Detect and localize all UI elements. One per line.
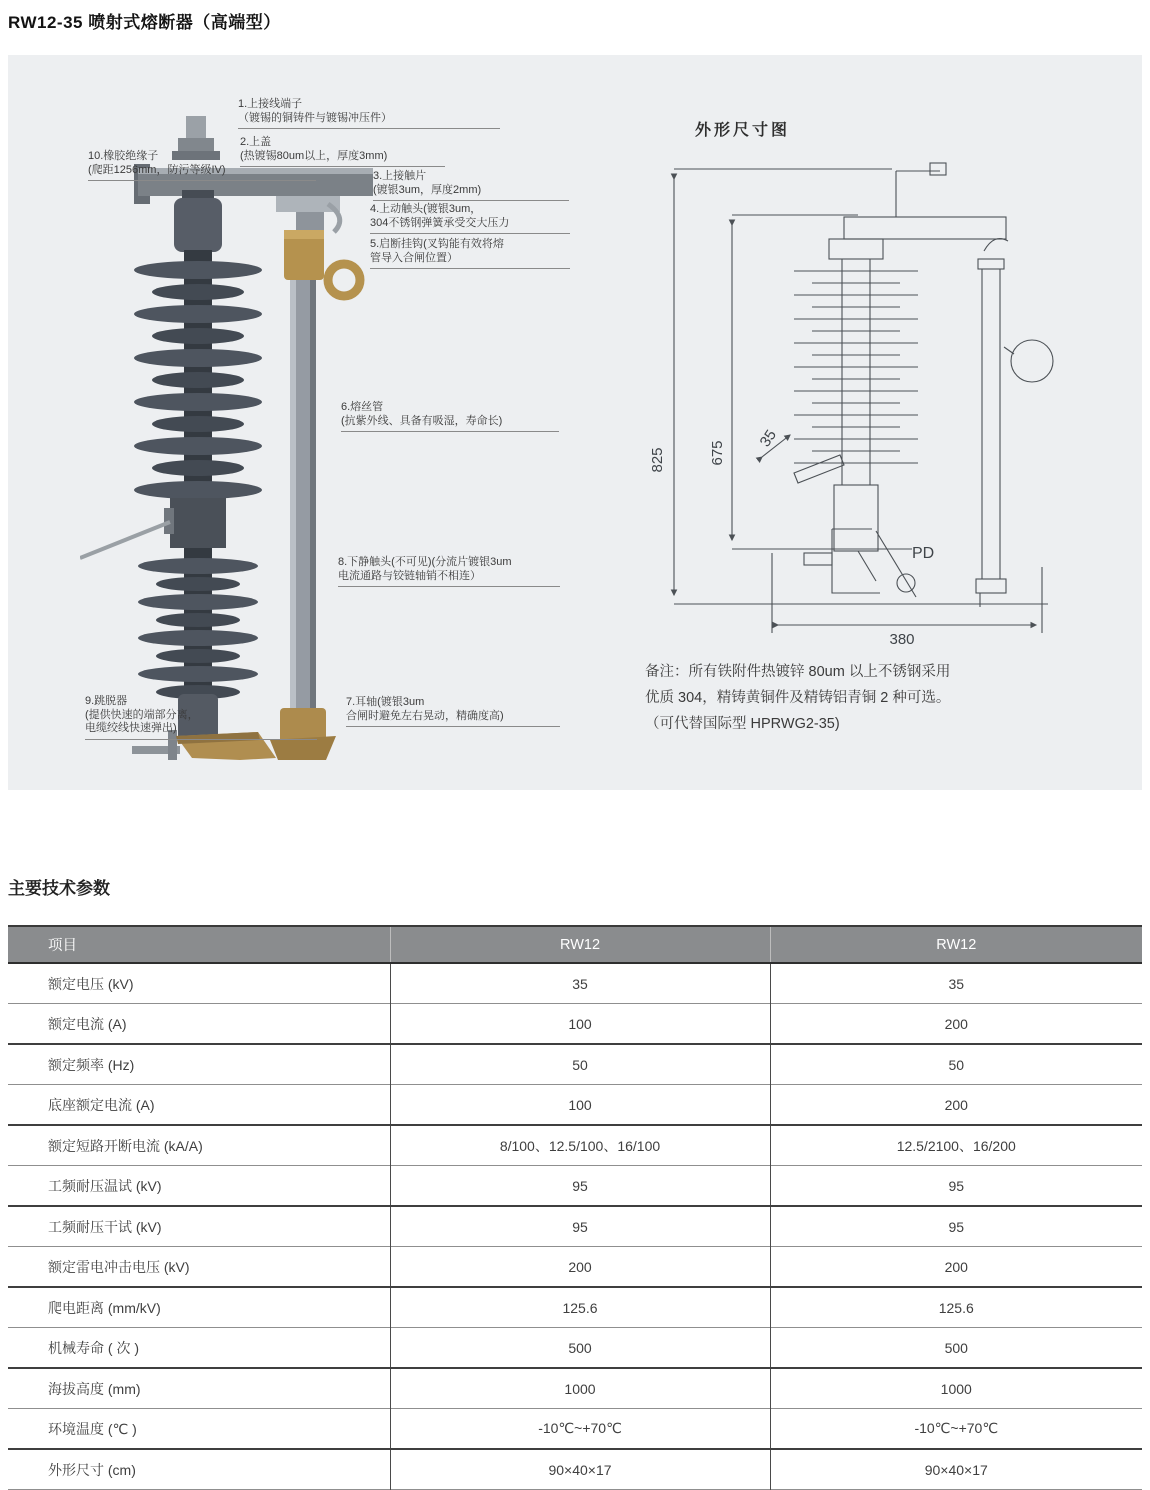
callout-text: 电流通路与铰链轴销不相连） <box>338 569 481 582</box>
callout-text: 合闸时避免左右晃动，精确度高) <box>346 709 504 722</box>
spec-value-cell: 1000 <box>770 1368 1142 1409</box>
callout-text: 管导入合闸位置） <box>370 251 458 264</box>
spec-value-cell: 50 <box>770 1044 1142 1085</box>
spec-item-cell: 额定雷电冲击电压 (kV) <box>48 1258 190 1275</box>
table-header-rw12-a: RW12 <box>390 926 770 963</box>
spec-value-cell: 50 <box>390 1044 770 1085</box>
spec-value-cell: 90×40×17 <box>390 1449 770 1490</box>
callout-text: (抗紫外线、具备有吸湿，寿命长) <box>341 414 503 427</box>
callout-text: 电缆绞线快速弹出) <box>85 722 177 734</box>
callout-text: 9.跳脱器 <box>85 695 128 707</box>
callout-leader-line <box>238 125 500 129</box>
callout-text: 1.上接线端子 <box>238 98 303 110</box>
figure-note <box>645 659 950 737</box>
dimension-drawing-title: 外形尺寸图 <box>695 122 791 139</box>
spec-value-cell: -10℃~+70℃ <box>390 1409 770 1450</box>
callout-text: (爬距1256mm，防污等级IV) <box>88 163 226 176</box>
spec-row <box>8 1125 1142 1166</box>
spec-value-cell: 125.6 <box>770 1287 1142 1328</box>
spec-value-cell: 100 <box>390 1004 770 1045</box>
spec-value-cell: 35 <box>390 963 770 1004</box>
drawing-outline <box>674 163 1053 633</box>
spec-value-cell: 500 <box>390 1328 770 1369</box>
spec-value-cell: 200 <box>770 1247 1142 1288</box>
dim-380-label: 380 <box>889 631 915 648</box>
spec-row <box>8 1409 1142 1450</box>
dim-35-label: 35 <box>756 426 780 451</box>
spec-item-cell: 额定频率 (Hz) <box>48 1056 135 1073</box>
spec-value-cell: -10℃~+70℃ <box>770 1409 1142 1450</box>
spec-value-cell: 95 <box>770 1206 1142 1247</box>
callout-leader-line <box>341 428 559 432</box>
spec-row <box>8 963 1142 1004</box>
spec-row <box>8 1287 1142 1328</box>
specs-table <box>8 925 1142 1490</box>
spec-item-cell: 工频耐压温试 (kV) <box>48 1177 162 1194</box>
callout-leader-line <box>370 230 570 234</box>
callout-text: 304不锈钢弹簧承受交大压力 <box>370 216 510 229</box>
spec-row <box>8 1368 1142 1409</box>
spec-item-cell: 爬电距离 (mm/kV) <box>48 1299 161 1316</box>
callout-text: 5.启断挂钩(叉钩能有效将熔 <box>370 238 504 250</box>
callout-text: （镀锡的铜铸件与镀锡冲压件） <box>238 111 392 124</box>
spec-value-cell: 200 <box>390 1247 770 1288</box>
dim-825-label: 825 <box>649 447 666 473</box>
drawing-dimension-labels <box>649 427 934 648</box>
callout-text: (提供快速的端部分离， <box>85 708 199 721</box>
fuse-tube-graphic <box>270 280 336 760</box>
callout-text: 10.橡胶绝缘子 <box>88 150 159 162</box>
spec-value-cell: 200 <box>770 1004 1142 1045</box>
insulator-graphic <box>80 190 262 742</box>
dimension-drawing <box>644 155 1064 660</box>
callout-text: (镀银3um，厚度2mm) <box>373 183 482 196</box>
callout-fuse-tube <box>341 401 559 432</box>
note-line: 优质 304，精铸黄铜件及精铸铝青铜 2 种可选。 <box>645 690 951 706</box>
pd-label: PD <box>912 545 935 562</box>
spec-row <box>8 1044 1142 1085</box>
spec-item-cell: 额定电压 (kV) <box>48 975 134 992</box>
callout-text: (热镀锡80um以上，厚度3mm) <box>240 149 388 162</box>
callout-leader-line <box>85 736 317 740</box>
spec-row <box>8 1085 1142 1126</box>
spec-value-cell: 95 <box>390 1166 770 1207</box>
callout-upper-terminal <box>238 98 500 129</box>
note-line: （可代替国际型 HPRWG2-35) <box>645 716 840 732</box>
spec-value-cell: 95 <box>390 1206 770 1247</box>
spec-item-cell: 工频耐压干试 (kV) <box>48 1218 162 1235</box>
spec-value-cell: 125.6 <box>390 1287 770 1328</box>
spec-value-cell: 500 <box>770 1328 1142 1369</box>
callout-leader-line <box>88 177 316 181</box>
callout-leader-line <box>370 265 570 269</box>
callout-text: 2.上盖 <box>240 136 272 148</box>
spec-value-cell: 100 <box>390 1085 770 1126</box>
table-header-rw12-b: RW12 <box>770 926 1142 963</box>
callout-text: 4.上动触头(镀银3um， <box>370 203 482 215</box>
spec-item-cell: 额定短路开断电流 (kA/A) <box>48 1137 203 1154</box>
dim-675-label: 675 <box>709 440 726 466</box>
callout-leader-line <box>346 723 560 727</box>
note-line: 备注：所有铁附件热镀锌 80um 以上不锈钢采用 <box>645 664 951 680</box>
product-figure-panel <box>8 55 1142 790</box>
callout-leader-line <box>338 583 560 587</box>
product-photo <box>80 110 410 760</box>
spec-value-cell: 12.5/2100、16/200 <box>770 1125 1142 1166</box>
callout-upper-contact-plate <box>373 170 569 201</box>
callout-text: 7.耳轴(镀银3um <box>346 696 425 708</box>
callout-trip-device <box>85 695 317 740</box>
callout-leader-line <box>373 197 569 201</box>
spec-row <box>8 1166 1142 1207</box>
spec-value-cell: 95 <box>770 1166 1142 1207</box>
spec-item-cell: 外形尺寸 (cm) <box>48 1461 136 1478</box>
callout-text: 6.熔丝管 <box>341 401 384 413</box>
spec-value-cell: 90×40×17 <box>770 1449 1142 1490</box>
callout-rubber-insulator <box>88 150 316 181</box>
spec-row <box>8 1449 1142 1490</box>
spec-item-cell: 额定电流 (A) <box>48 1015 127 1032</box>
callout-upper-moving-contact <box>370 203 570 234</box>
spec-value-cell: 1000 <box>390 1368 770 1409</box>
spec-item-cell: 机械寿命 ( 次 ) <box>48 1339 139 1356</box>
spec-value-cell: 35 <box>770 963 1142 1004</box>
spec-row <box>8 1206 1142 1247</box>
callout-trunnion <box>346 696 560 727</box>
spec-item-cell: 底座额定电流 (A) <box>48 1096 155 1113</box>
spec-row <box>8 1004 1142 1045</box>
spec-value-cell: 200 <box>770 1085 1142 1126</box>
callout-text: 8.下静触头(不可见)(分流片镀银3um <box>338 556 512 568</box>
callout-lower-static-contact <box>338 556 560 587</box>
callout-text: 3.上接触片 <box>373 170 427 182</box>
spec-row <box>8 1328 1142 1369</box>
table-header-item: 项目 <box>8 926 390 963</box>
upper-contact-graphic <box>276 196 360 296</box>
spec-item-cell: 环境温度 (℃ ) <box>48 1420 137 1437</box>
spec-row <box>8 1247 1142 1288</box>
specs-header-row <box>8 926 1142 963</box>
page-title: RW12-35 喷射式熔断器（高端型） <box>8 13 281 32</box>
spec-value-cell: 8/100、12.5/100、16/100 <box>390 1125 770 1166</box>
specs-section-title: 主要技术参数 <box>8 879 110 898</box>
callout-release-hook <box>370 238 570 269</box>
spec-item-cell: 海拔高度 (mm) <box>48 1380 141 1397</box>
